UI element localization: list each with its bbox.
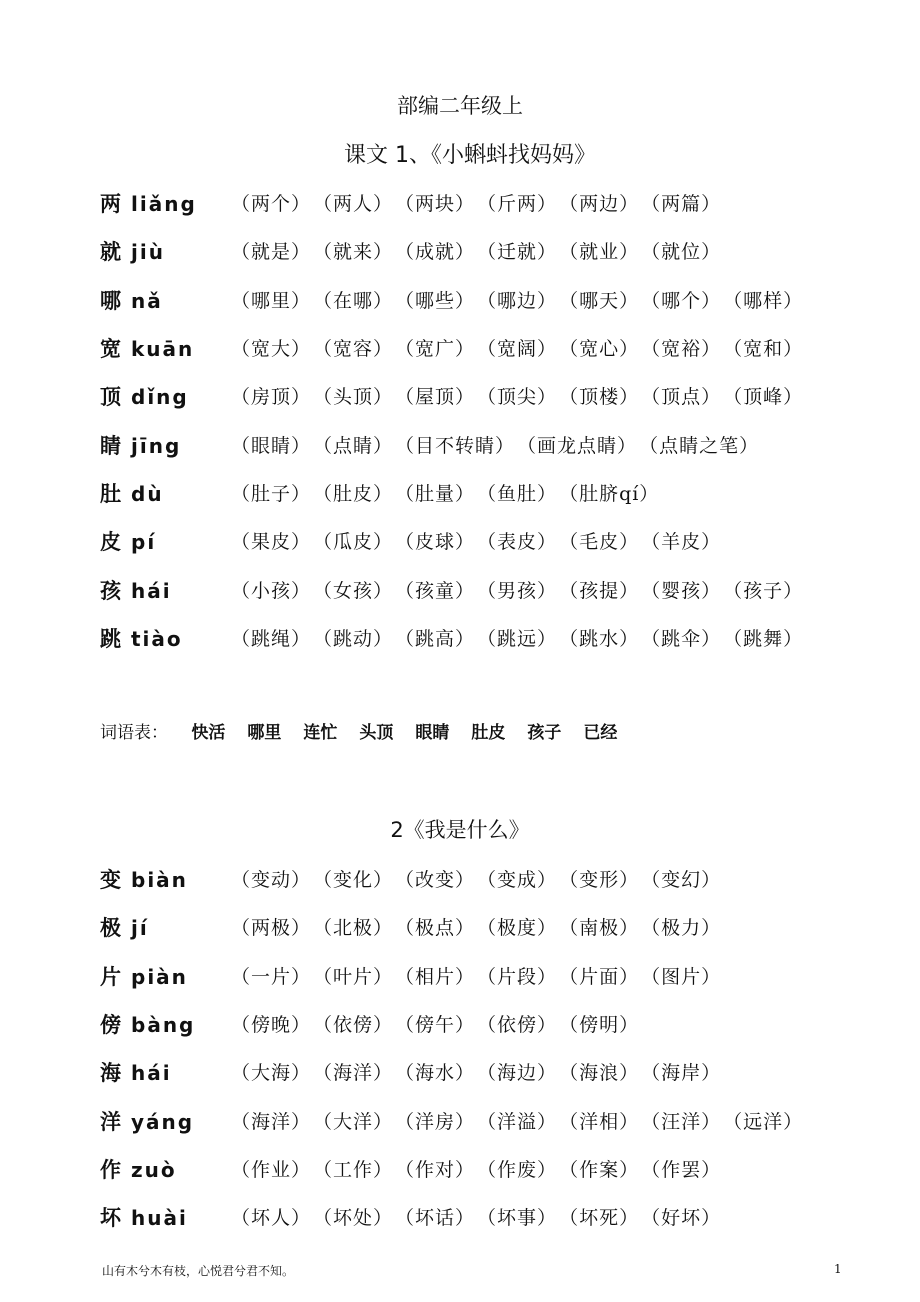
word-item: （毛皮） [559, 531, 640, 554]
word-item: （肚量） [395, 482, 476, 505]
word-item: （顶尖） [477, 386, 558, 409]
word-row [100, 1049, 860, 1097]
word-item: （哪样） [723, 289, 804, 312]
word-row [100, 953, 860, 1001]
word-item: （图片） [641, 965, 722, 988]
word-item: （女孩） [313, 579, 394, 602]
word-item: （顶点） [641, 386, 722, 409]
word-item: （哪边） [477, 289, 558, 312]
vocabulary-word: 头顶 [359, 723, 394, 743]
word-item: （海洋） [231, 1110, 312, 1133]
word-row [100, 1097, 860, 1145]
word-row [100, 1194, 860, 1242]
word-item: （鱼肚） [477, 482, 558, 505]
word-item: （好坏） [641, 1207, 722, 1230]
word-item: （迁就） [477, 241, 558, 264]
word-item: （海岸） [641, 1062, 722, 1085]
word-item: （羊皮） [641, 531, 722, 554]
word-item: （肚皮） [313, 482, 394, 505]
word-item: （北极） [313, 917, 394, 940]
word-item: （瓜皮） [313, 531, 394, 554]
word-item: （傍晚） [231, 1014, 312, 1037]
vocabulary-word: 眼睛 [415, 723, 450, 743]
word-item: （两块） [395, 193, 476, 216]
word-item: （在哪） [313, 289, 394, 312]
word-row [100, 856, 860, 904]
character: 顶 [100, 384, 121, 410]
vocabulary-word: 哪里 [247, 723, 282, 743]
word-item: （傍明） [559, 1014, 640, 1037]
word-row [100, 615, 860, 663]
lesson1-title: 课文 1、《小蝌蚪找妈妈》 [344, 143, 596, 168]
pinyin: biàn [131, 868, 188, 893]
word-item: （两人） [313, 193, 394, 216]
word-item: （就是） [231, 241, 312, 264]
vocabulary-word: 连忙 [303, 723, 338, 743]
word-item: （皮球） [395, 531, 476, 554]
word-item: （洋溢） [477, 1110, 558, 1133]
character: 孩 [100, 577, 121, 603]
word-item: （作案） [559, 1158, 640, 1181]
word-item: （顶峰） [723, 386, 804, 409]
character: 宽 [100, 336, 121, 362]
word-item: （头顶） [313, 386, 394, 409]
word-row [100, 325, 860, 373]
word-item: （极点） [395, 917, 476, 940]
word-item: （宽广） [395, 338, 476, 361]
word-item: （眼睛） [231, 434, 312, 457]
word-row [100, 180, 860, 228]
word-row [100, 1146, 860, 1194]
character: 片 [100, 963, 121, 989]
word-item: （成就） [395, 241, 476, 264]
word-item: （变形） [559, 869, 640, 892]
word-row [100, 1001, 860, 1049]
word-item: （相片） [395, 965, 476, 988]
word-item: （大海） [231, 1062, 312, 1085]
word-item: （傍午） [395, 1014, 476, 1037]
word-row [100, 373, 860, 421]
character: 洋 [100, 1108, 121, 1134]
word-item: （肚脐qí） [559, 482, 660, 505]
pinyin: jiù [131, 240, 165, 265]
character: 跳 [100, 625, 121, 651]
pinyin: tiào [131, 626, 183, 651]
word-item: （海浪） [559, 1062, 640, 1085]
word-item: （两篇） [641, 193, 722, 216]
character: 哪 [100, 287, 121, 313]
word-item: （作业） [231, 1158, 312, 1181]
pinyin: pí [131, 530, 157, 555]
word-item: （改变） [395, 869, 476, 892]
word-item: （坏事） [477, 1207, 558, 1230]
word-item: （跳伞） [641, 627, 722, 650]
vocabulary-word: 肚皮 [471, 723, 506, 743]
vocabulary-word: 孩子 [527, 723, 562, 743]
word-item: （宽大） [231, 338, 312, 361]
word-item: （就业） [559, 241, 640, 264]
vocabulary-word: 已经 [583, 723, 618, 743]
character: 海 [100, 1060, 121, 1086]
word-item: （大洋） [313, 1110, 394, 1133]
word-row [100, 904, 860, 952]
word-item: （哪个） [641, 289, 722, 312]
word-item: （宽容） [313, 338, 394, 361]
word-item: （变幻） [641, 869, 722, 892]
word-item: （果皮） [231, 531, 312, 554]
word-item: （极力） [641, 917, 722, 940]
vocabulary-list [100, 718, 639, 743]
vocabulary-word: 快活 [191, 723, 226, 743]
word-item: （男孩） [477, 579, 558, 602]
word-item: （跳舞） [723, 627, 804, 650]
word-row [100, 277, 860, 325]
word-item: （孩童） [395, 579, 476, 602]
lesson1-word-list [100, 180, 860, 663]
word-item: （海边） [477, 1062, 558, 1085]
word-row [100, 421, 860, 469]
page-title: 部编二年级上 [397, 94, 523, 118]
word-item: （斤两） [477, 193, 558, 216]
word-item: （点睛之笔） [639, 434, 760, 457]
word-row [100, 228, 860, 276]
character: 皮 [100, 529, 121, 555]
word-item: （哪里） [231, 289, 312, 312]
word-item: （南极） [559, 917, 640, 940]
word-item: （远洋） [723, 1110, 804, 1133]
word-item: （房顶） [231, 386, 312, 409]
character: 睛 [100, 432, 121, 458]
pinyin: yáng [131, 1109, 195, 1134]
word-row [100, 518, 860, 566]
pinyin: jí [131, 916, 149, 941]
character: 坏 [100, 1205, 121, 1231]
character: 两 [100, 191, 121, 217]
word-item: （屋顶） [395, 386, 476, 409]
word-item: （坏话） [395, 1207, 476, 1230]
word-item: （片面） [559, 965, 640, 988]
word-item: （作罢） [641, 1158, 722, 1181]
word-item: （依傍） [313, 1014, 394, 1037]
word-item: （孩提） [559, 579, 640, 602]
word-row [100, 470, 860, 518]
word-item: （依傍） [477, 1014, 558, 1037]
word-item: （坏处） [313, 1207, 394, 1230]
word-item: （孩子） [723, 579, 804, 602]
word-item: （婴孩） [641, 579, 722, 602]
lesson2-title: 2《我是什么》 [390, 818, 530, 842]
word-item: （宽和） [723, 338, 804, 361]
word-item: （片段） [477, 965, 558, 988]
character: 极 [100, 915, 121, 941]
pinyin: hái [131, 578, 172, 603]
word-item: （叶片） [313, 965, 394, 988]
word-item: （肚子） [231, 482, 312, 505]
word-item: （哪天） [559, 289, 640, 312]
word-item: （海水） [395, 1062, 476, 1085]
pinyin: dǐng [131, 385, 189, 410]
character: 就 [100, 239, 121, 265]
word-item: （就位） [641, 241, 722, 264]
pinyin: kuān [131, 337, 195, 362]
word-item: （变成） [477, 869, 558, 892]
word-item: （跳远） [477, 627, 558, 650]
word-item: （两边） [559, 193, 640, 216]
pinyin: liǎng [131, 192, 197, 217]
footer-text: 山有木兮木有枝，心悦君兮君不知。 [102, 1264, 295, 1278]
word-item: （小孩） [231, 579, 312, 602]
word-item: （点睛） [313, 434, 394, 457]
word-item: （跳水） [559, 627, 640, 650]
word-item: （宽心） [559, 338, 640, 361]
pinyin: huài [131, 1206, 188, 1231]
word-item: （工作） [313, 1158, 394, 1181]
pinyin: dù [131, 481, 164, 506]
word-item: （变化） [313, 869, 394, 892]
word-item: （作废） [477, 1158, 558, 1181]
word-item: （目不转睛） [395, 434, 516, 457]
word-item: （跳绳） [231, 627, 312, 650]
word-item: （表皮） [477, 531, 558, 554]
pinyin: zuò [131, 1157, 177, 1182]
word-item: （跳高） [395, 627, 476, 650]
word-item: （作对） [395, 1158, 476, 1181]
word-item: （宽裕） [641, 338, 722, 361]
word-item: （极度） [477, 917, 558, 940]
character: 傍 [100, 1012, 121, 1038]
word-item: （就来） [313, 241, 394, 264]
word-item: （一片） [231, 965, 312, 988]
word-item: （宽阔） [477, 338, 558, 361]
page-number: 1 [834, 1262, 842, 1276]
word-item: （海洋） [313, 1062, 394, 1085]
word-item: （坏人） [231, 1207, 312, 1230]
lesson2-word-list [100, 856, 860, 1242]
word-item: （洋相） [559, 1110, 640, 1133]
vocabulary-label: 词语表： [100, 723, 168, 743]
pinyin: jīng [131, 433, 182, 458]
word-row [100, 566, 860, 614]
character: 作 [100, 1156, 121, 1182]
word-item: （洋房） [395, 1110, 476, 1133]
pinyin: piàn [131, 964, 188, 989]
word-item: （顶楼） [559, 386, 640, 409]
word-item: （汪洋） [641, 1110, 722, 1133]
pinyin: nǎ [131, 288, 163, 313]
word-item: （两个） [231, 193, 312, 216]
pinyin: hái [131, 1061, 172, 1086]
word-item: （哪些） [395, 289, 476, 312]
pinyin: bàng [131, 1013, 196, 1038]
word-item: （画龙点睛） [517, 434, 638, 457]
word-item: （跳动） [313, 627, 394, 650]
character: 变 [100, 867, 121, 893]
word-item: （坏死） [559, 1207, 640, 1230]
word-item: （变动） [231, 869, 312, 892]
character: 肚 [100, 480, 121, 506]
word-item: （两极） [231, 917, 312, 940]
